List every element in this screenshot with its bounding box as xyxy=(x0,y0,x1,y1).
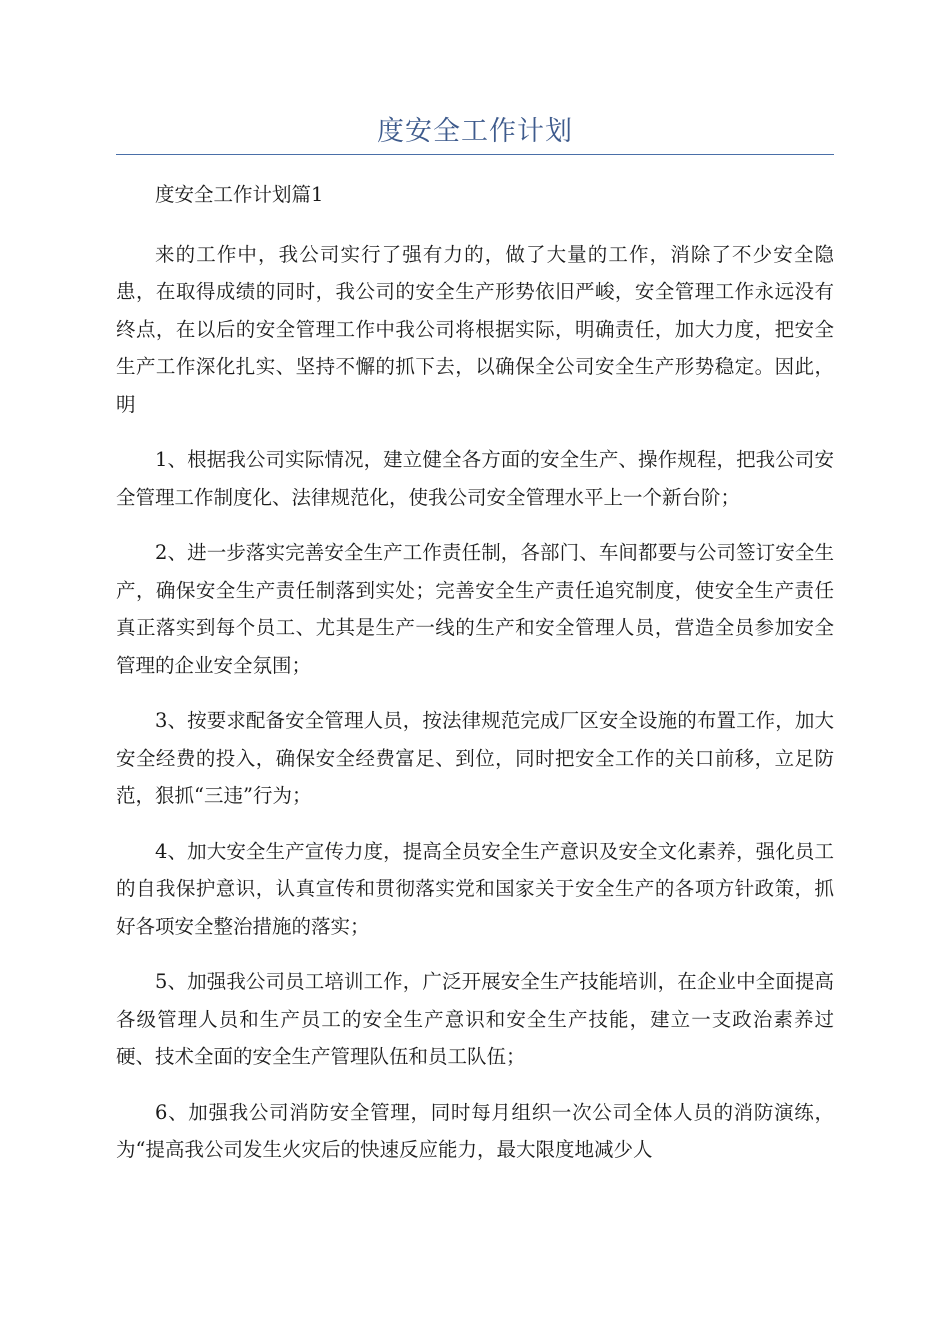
paragraph-item-5: 5、加强我公司员工培训工作，广泛开展安全生产技能培训，在企业中全面提高各级管理人员和生产员工的安全生产意识和安全生产技能，建立一支政治素养过硬、技术全面的安全生产管理队伍和员工队伍； xyxy=(116,970,834,1068)
section-heading: 度安全工作计划篇1 xyxy=(155,183,324,206)
document-body xyxy=(116,176,834,1187)
paragraph-item-1: 1、根据我公司实际情况，建立健全各方面的安全生产、操作规程，把我公司安全管理工作制度化、法律规范化，使我公司安全管理水平上一个新台阶； xyxy=(116,448,834,509)
paragraph-item-6: 6、加强我公司消防安全管理，同时每月组织一次公司全体人员的消防演练，为“提高我公司发生火灾后的快速反应能力，最大限度地减少人 xyxy=(116,1100,834,1161)
page-title: 度安全工作计划 xyxy=(377,116,573,147)
paragraph-intro: 来的工作中，我公司实行了强有力的，做了大量的工作，消除了不少安全隐患，在取得成绩的同时，我公司的安全生产形势依旧严峻，安全管理工作永远没有终点，在以后的安全管理工作中我公司将根据实际，明确责任，加大力度，把安全生产工作深化扎实、坚持不懈的抓下去，以确保全公司安全生产形势稳定。因此，明 xyxy=(116,242,834,416)
paragraph-item-4: 4、加大安全生产宣传力度，提高全员安全生产意识及安全文化素养，强化员工的自我保护意识，认真宣传和贯彻落实党和国家关于安全生产的各项方针政策，抓好各项安全整治措施的落实； xyxy=(116,839,834,938)
paragraph-item-2: 2、进一步落实完善安全生产工作责任制，各部门、车间都要与公司签订安全生产，确保安全生产责任制落到实处；完善安全生产责任追究制度，使安全生产责任真正落实到每个员工、尤其是生产一线的生产和安全管理人员，营造全员参加安全管理的企业安全氛围； xyxy=(116,541,834,677)
paragraph-item-3: 3、按要求配备安全管理人员，按法律规范完成厂区安全设施的布置工作，加大安全经费的投入，确保安全经费富足、到位，同时把安全工作的关口前移，立足防范，狠抓“三违”行为； xyxy=(116,709,834,807)
title-underline xyxy=(116,154,834,155)
